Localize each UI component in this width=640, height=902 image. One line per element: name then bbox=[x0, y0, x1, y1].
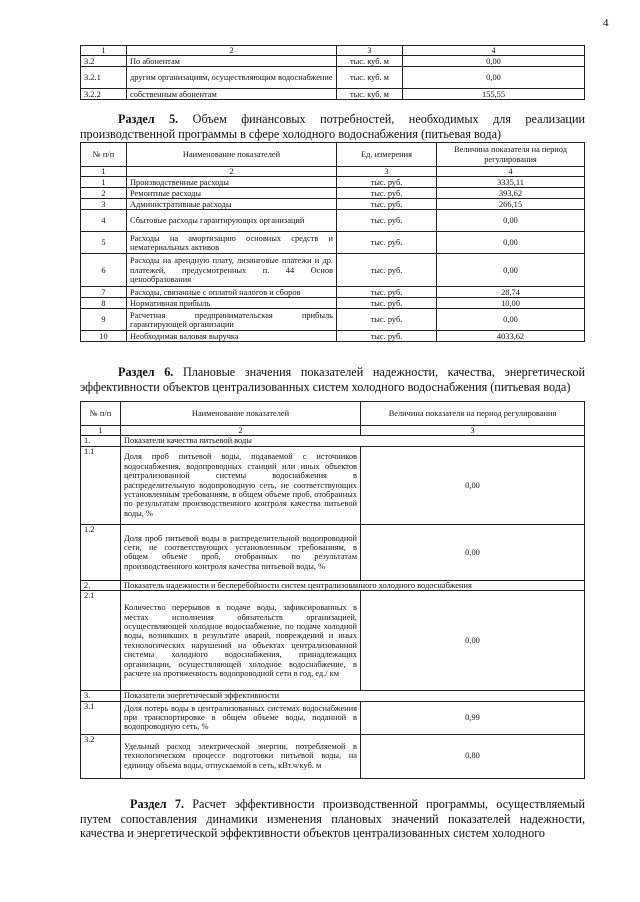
row-unit: тыс. руб. bbox=[337, 232, 437, 254]
section6-label: Раздел 6. bbox=[118, 365, 174, 379]
table-row bbox=[81, 309, 585, 331]
row-unit: тыс. руб. bbox=[337, 177, 437, 188]
row-num: 3. bbox=[81, 691, 121, 701]
section6-title: Плановые значения показателей надежности, качества, энергетической эффективности объектов централизованных систем холодного водоснабжения (питьевая вода) bbox=[80, 365, 585, 394]
table-group-row bbox=[81, 580, 585, 590]
header-cell: 2 bbox=[127, 46, 337, 56]
table-row bbox=[81, 199, 585, 210]
section5-heading bbox=[80, 112, 585, 141]
row-num: 3.2.2 bbox=[81, 89, 127, 100]
row-num: 7 bbox=[81, 287, 127, 298]
row-value: 155,55 bbox=[403, 89, 585, 100]
header-cell: 3 bbox=[337, 167, 437, 177]
table-row bbox=[81, 210, 585, 232]
row-value: 0,00 bbox=[403, 56, 585, 67]
row-name: другим организациям, осуществляющим водоснабжение bbox=[127, 67, 337, 89]
row-num: 2. bbox=[81, 580, 121, 590]
row-value: 0,00 bbox=[361, 524, 585, 580]
header-cell: 2 bbox=[127, 167, 337, 177]
row-value: 0,00 bbox=[361, 591, 585, 691]
row-unit: тыс. руб. bbox=[337, 331, 437, 342]
table-row bbox=[81, 446, 585, 524]
table-row bbox=[81, 177, 585, 188]
row-num: 9 bbox=[81, 309, 127, 331]
group-name: Показатели энергетической эффективности bbox=[121, 691, 585, 701]
row-name: Производственные расходы bbox=[127, 177, 337, 188]
table-row bbox=[81, 89, 585, 100]
row-unit: тыс. куб. м bbox=[337, 56, 403, 67]
table-row bbox=[81, 701, 585, 734]
row-num: 3.2 bbox=[81, 56, 127, 67]
row-name: Удельный расход электрической энергии, потребляемой в технологическом процессе подготовки питьевой воды, на единицу объема воды, отпускаемой в сеть, кВт.ч/куб. м bbox=[121, 734, 361, 778]
table-number-row bbox=[81, 426, 585, 436]
row-num: 6 bbox=[81, 254, 127, 287]
table-top bbox=[80, 45, 585, 100]
row-value: 0,00 bbox=[361, 446, 585, 524]
row-num: 3.1 bbox=[81, 701, 121, 734]
table-header-row bbox=[81, 143, 585, 167]
row-num: 2 bbox=[81, 188, 127, 199]
table-row bbox=[81, 591, 585, 691]
row-num: 1 bbox=[81, 177, 127, 188]
table-header-row bbox=[81, 46, 585, 56]
header-cell: 1 bbox=[81, 46, 127, 56]
header-cell: Величина показателя на период регулирования bbox=[437, 143, 585, 167]
row-value: 0,99 bbox=[361, 701, 585, 734]
row-name: Сбытовые расходы гарантирующих организаций bbox=[127, 210, 337, 232]
row-num: 8 bbox=[81, 298, 127, 309]
section6-heading bbox=[80, 365, 585, 394]
row-num: 3.2 bbox=[81, 734, 121, 778]
group-name: Показатели качества питьевой воды bbox=[121, 436, 585, 446]
row-value: 393,62 bbox=[437, 188, 585, 199]
row-num: 3 bbox=[81, 199, 127, 210]
row-unit: тыс. куб. м bbox=[337, 89, 403, 100]
table-row bbox=[81, 331, 585, 342]
row-name: Доля проб питьевой воды, подаваемой с источников водоснабжения, водопроводных станций или иных объектов централизованной системы водоснабжения в распределительную водопроводную сеть, не соответствующих установленным требованиям, в общем объеме проб, отобранных по результатам производственного контроля качества питьевой воды, % bbox=[121, 446, 361, 524]
row-unit: тыс. куб. м bbox=[337, 67, 403, 89]
table-row bbox=[81, 298, 585, 309]
group-name: Показатель надежности и бесперебойности систем централизованного холодного водоснабжения bbox=[121, 580, 585, 590]
row-value: 0,00 bbox=[437, 210, 585, 232]
row-num: 1. bbox=[81, 436, 121, 446]
row-value: 4033,62 bbox=[437, 331, 585, 342]
section7-label: Раздел 7. bbox=[130, 797, 185, 811]
row-value: 3335,11 bbox=[437, 177, 585, 188]
header-cell: № п/п bbox=[81, 402, 121, 426]
row-value: 28,74 bbox=[437, 287, 585, 298]
header-cell: Величина показателя на период регулирования bbox=[361, 402, 585, 426]
table-row bbox=[81, 67, 585, 89]
row-value: 266,15 bbox=[437, 199, 585, 210]
row-value: 0,00 bbox=[437, 309, 585, 331]
row-num: 5 bbox=[81, 232, 127, 254]
row-unit: тыс. руб. bbox=[337, 199, 437, 210]
page-number: 4 bbox=[603, 17, 609, 29]
row-name: Расчетная предпринимательская прибыль гарантирующей организации bbox=[127, 309, 337, 331]
header-cell: Наименование показателей bbox=[121, 402, 361, 426]
row-unit: тыс. руб. bbox=[337, 309, 437, 331]
table-row bbox=[81, 734, 585, 778]
row-name: Доля проб питьевой воды в распределительной водопроводной сети, не соответствующих установленным требованиям, в общем объеме проб, отобранных по результатам производственного контроля качества питьевой воды, % bbox=[121, 524, 361, 580]
header-cell: 4 bbox=[403, 46, 585, 56]
row-unit: тыс. руб. bbox=[337, 298, 437, 309]
row-name: Нормативная прибыль bbox=[127, 298, 337, 309]
header-cell: 4 bbox=[437, 167, 585, 177]
header-cell: Ед. измерения bbox=[337, 143, 437, 167]
header-cell: 3 bbox=[361, 426, 585, 436]
row-value: 0,00 bbox=[403, 67, 585, 89]
row-name: Необходимая валовая выручка bbox=[127, 331, 337, 342]
header-cell: 3 bbox=[337, 46, 403, 56]
table-row bbox=[81, 254, 585, 287]
row-name: Ремонтные расходы bbox=[127, 188, 337, 199]
section7-title: Расчет эффективности производственной программы, осуществляемый путем сопоставления динамики изменения плановых значений показателей надежности, качества и энергетической эффективности объектов централизованных систем холодного bbox=[80, 797, 585, 841]
row-name: Расходы на арендную плату, лизинговые платежи и др. платежей, предусмотренных п. 44 Основ ценообразования bbox=[127, 254, 337, 287]
row-name: Расходы, связанные с оплатой налогов и сборов bbox=[127, 287, 337, 298]
row-unit: тыс. руб. bbox=[337, 254, 437, 287]
row-num: 1.1 bbox=[81, 446, 121, 524]
table-number-row bbox=[81, 167, 585, 177]
table-row bbox=[81, 56, 585, 67]
row-unit: тыс. руб. bbox=[337, 287, 437, 298]
table-row bbox=[81, 232, 585, 254]
section5-title: Объем финансовых потребностей, необходимых для реализации производственной программы в сфере холодного водоснабжения (питьевая вода) bbox=[80, 112, 585, 141]
row-num: 1.2 bbox=[81, 524, 121, 580]
row-num: 2.1 bbox=[81, 591, 121, 691]
header-cell: 1 bbox=[81, 167, 127, 177]
header-cell: Наименование показателей bbox=[127, 143, 337, 167]
row-value: 0,00 bbox=[437, 254, 585, 287]
table-group-row bbox=[81, 691, 585, 701]
row-name: Доля потерь воды в централизованных системах водоснабжения при транспортировке в общем объеме воды, поданной в водопроводную сеть, % bbox=[121, 701, 361, 734]
table-row bbox=[81, 524, 585, 580]
table-row bbox=[81, 188, 585, 199]
row-num: 4 bbox=[81, 210, 127, 232]
header-cell: 2 bbox=[121, 426, 361, 436]
row-name: собственным абонентам bbox=[127, 89, 337, 100]
row-num: 10 bbox=[81, 331, 127, 342]
table-row bbox=[81, 287, 585, 298]
row-name: По абонентам bbox=[127, 56, 337, 67]
row-name: Расходы на амортизацию основных средств и нематериальных активов bbox=[127, 232, 337, 254]
row-value: 0,00 bbox=[437, 232, 585, 254]
header-cell: № п/п bbox=[81, 143, 127, 167]
section5-label: Раздел 5. bbox=[118, 112, 179, 126]
row-num: 3.2.1 bbox=[81, 67, 127, 89]
section7-heading bbox=[80, 797, 585, 841]
row-name: Количество перерывов в подаче воды, зафиксированных в местах исполнения обязательств организацией, осуществляющей холодное водоснабжение, по подаче холодной воды, возникших в результате аварий, повреждений и иных технологических нарушений на объектах централизованной системы холодного водоснабжения, принадлежащих организации, осуществляющей холодное водоснабжение, в расчете на протяженность водопроводной сети в год, ед./ км bbox=[121, 591, 361, 691]
header-cell: 1 bbox=[81, 426, 121, 436]
row-unit: тыс. руб. bbox=[337, 188, 437, 199]
row-value: 10,00 bbox=[437, 298, 585, 309]
table-group-row bbox=[81, 436, 585, 446]
row-name: Административные расходы bbox=[127, 199, 337, 210]
row-unit: тыс. руб. bbox=[337, 210, 437, 232]
table-section5 bbox=[80, 142, 585, 342]
table-header-row bbox=[81, 402, 585, 426]
table-section6 bbox=[80, 401, 585, 779]
row-value: 0,80 bbox=[361, 734, 585, 778]
